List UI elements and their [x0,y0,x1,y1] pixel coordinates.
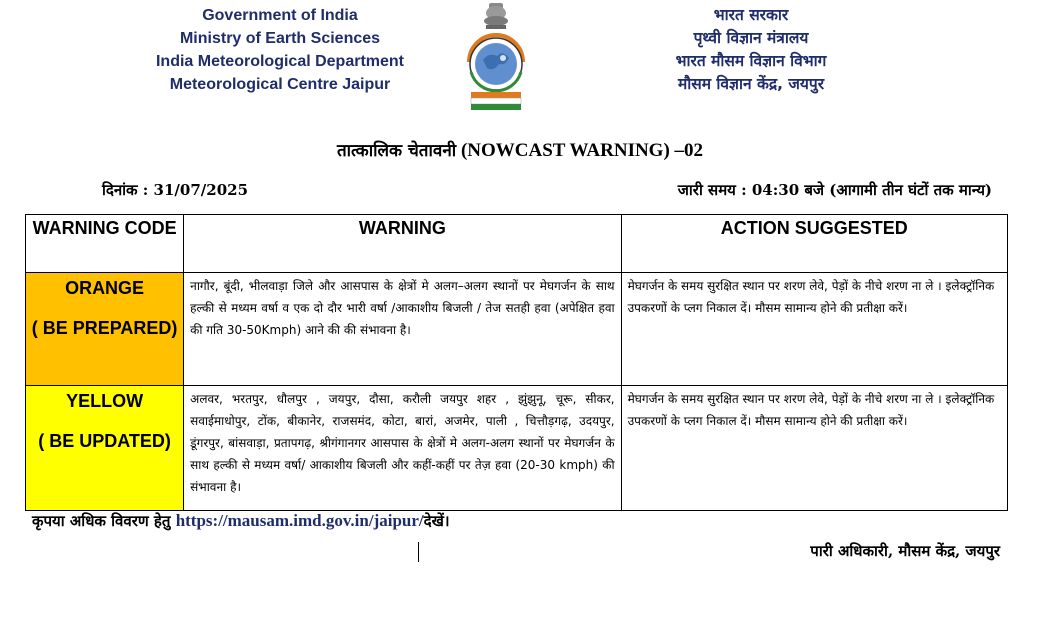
footer-note [32,511,450,531]
header-english-line: Ministry of Earth Sciences [179,30,381,47]
header-warning: WARNING [184,215,621,273]
table-row [26,386,1008,511]
footer-suffix: देखें। [423,512,450,530]
header-hindi-line: पृथ्वी विज्ञान मंत्रालय [693,29,809,47]
warning-code-yellow [26,386,184,511]
warning-text: नागौर, बूंदी, भीलवाड़ा जिले और आसपास के क्षेत्रों मे अलग–अलग स्थानों पर मेघगर्जन के साथ हल्की से मध्यम वर्षा व एक दो दौर भारी वर्षा /आकाशीय बिजली / तेज सतही हवा (अपेक्षित हवा की गति 30-50Kmph) आने की की संभावना है। [184,273,621,386]
header-hindi-line: मौसम विज्ञान केंद्र, जयपुर [677,75,825,93]
code-sub-label: ( BE PREPARED) [31,318,178,338]
header-warning-code: WARNING CODE [26,215,184,273]
warning-table [25,214,1008,511]
warning-text: अलवर, भरतपुर, धौलपुर , जयपुर, दौसा, करौली जयपुर शहर , झुंझुनू, चूरू, सीकर, सवाईमाधोपुर, टोंक, बीकानेर, राजसमंद, कोटा, बारां, अजमेर, पाली , चित्तौड़गढ़, उदयपुर, डूंगरपुर, बांसवाड़ा, प्रतापगढ़, श्रीगंगानगर आसपास के क्षेत्रों मे अलग-अलग स्थानों पर मेघगर्जन के साथ हल्की से मध्यम वर्षा/ आकाशीय बिजली और कहीं-कहीं पर तेज़ हवा (20-30 kmph) की संभावना है। [184,386,621,511]
title-hindi: तात्कालिक चेतावनी [336,141,457,161]
footer-prefix: कृपया अधिक विवरण हेतु [32,512,171,530]
header-english-line: India Meteorological Department [155,53,405,70]
table-header-row [26,215,1008,273]
header-english [100,4,460,96]
page-title [0,138,1040,162]
code-sub-label: ( BE UPDATED) [38,431,171,451]
header-hindi-line: भारत मौसम विज्ञान विभाग [675,52,827,70]
issue-date: दिनांक : 31/07/2025 [102,181,249,199]
header-english-line: Meteorological Centre Jaipur [169,76,391,93]
action-text: मेघगर्जन के समय सुरक्षित स्थान पर शरण लेवे, पेड़ों के नीचे शरण ना ले । इलेक्ट्रॉनिक उपकरणों के प्लग निकाल दें। मौसम सामान्य होने की प्रतीक्षा करें। [621,386,1007,511]
title-english: (NOWCAST WARNING) –02 [460,140,704,161]
header-english-line: Government of India [202,7,358,24]
warning-code-orange [26,273,184,386]
code-label: YELLOW [66,391,144,411]
footer-link[interactable]: https://mausam.imd.gov.in/jaipur/ [175,511,424,530]
signature: पारी अधिकारी, मौसम केंद्र, जयपुर [810,542,1000,560]
table-row [26,273,1008,386]
issue-time: जारी समय : 04:30 बजे (आगामी तीन घंटों तक मान्य) [677,181,992,199]
header-hindi [596,4,906,96]
action-text: मेघगर्जन के समय सुरक्षित स्थान पर शरण लेवे, पेड़ों के नीचे शरण ना ले । इलेक्ट्रॉनिक उपकरणों के प्लग निकाल दें। मौसम सामान्य होने की प्रतीक्षा करें। [621,273,1007,386]
imd-emblem-icon [459,0,533,116]
code-label: ORANGE [65,278,145,298]
text-cursor [418,542,419,562]
header-action: ACTION SUGGESTED [621,215,1007,273]
header-hindi-line: भारत सरकार [713,6,789,24]
